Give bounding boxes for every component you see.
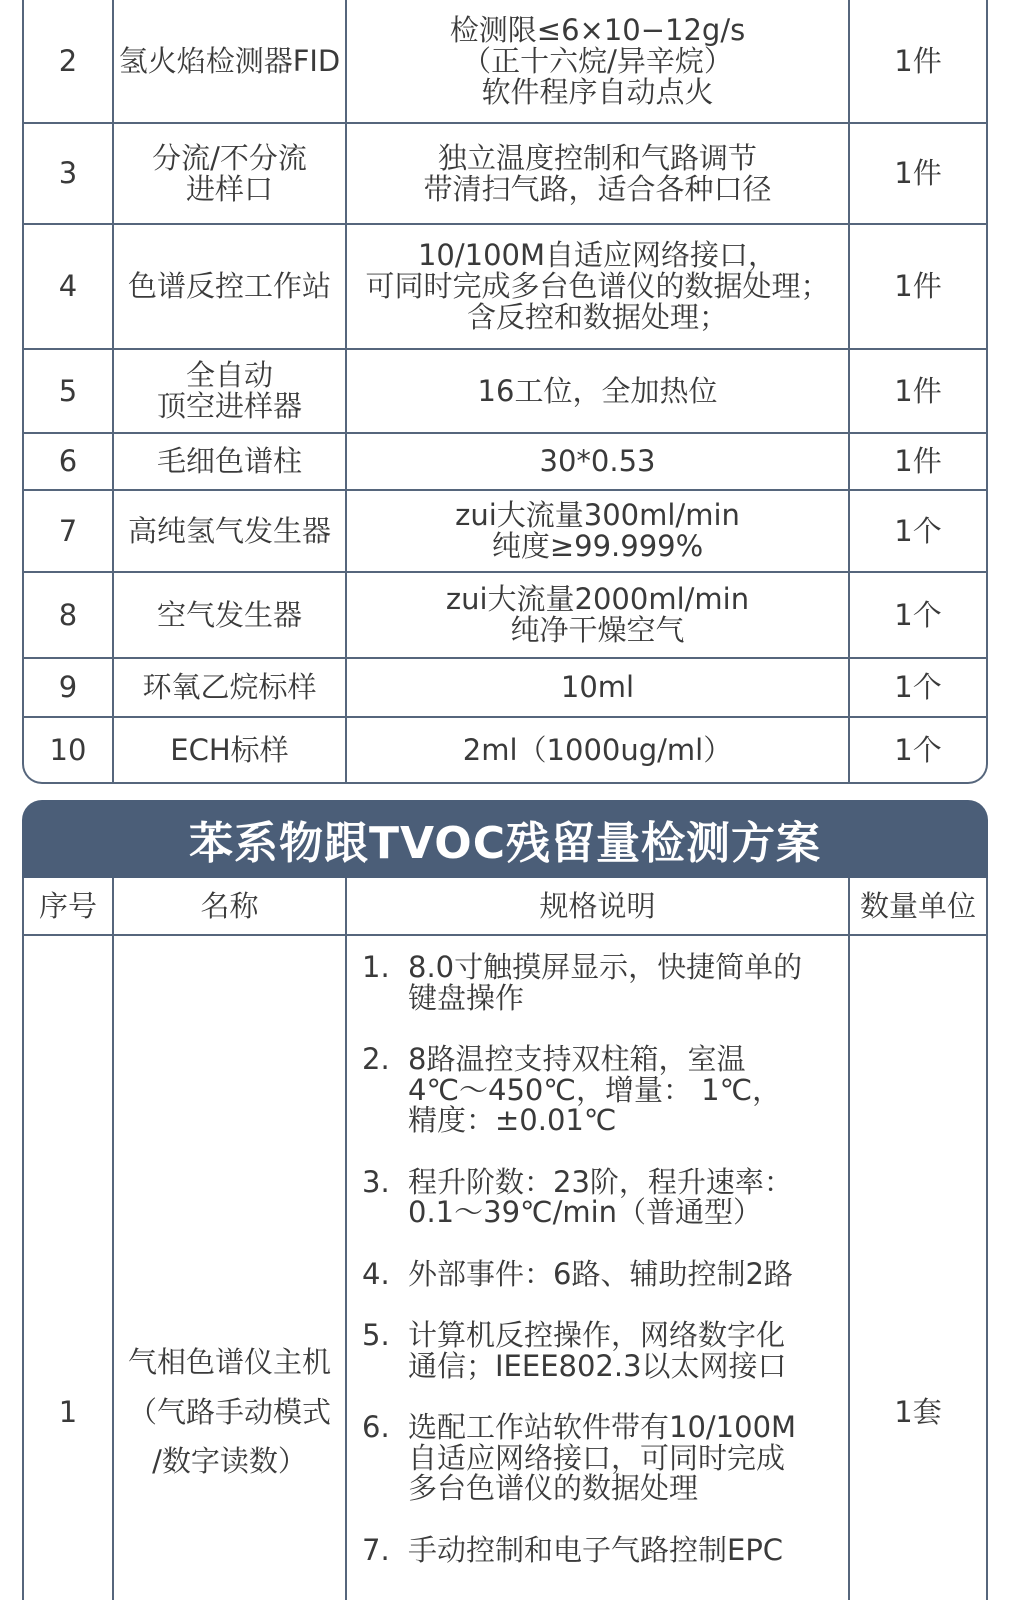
item-quantity: 1件 bbox=[894, 269, 942, 303]
item-spec-line: 纯净干燥空气 bbox=[510, 613, 685, 647]
item-number-cell bbox=[24, 350, 114, 432]
spec-list-text bbox=[408, 1256, 793, 1291]
spec-list-item bbox=[362, 952, 848, 1013]
item-name-cell bbox=[114, 350, 347, 432]
item-spec-line: 可同时完成多台色谱仪的数据处理； bbox=[365, 269, 830, 303]
table-row bbox=[24, 124, 986, 225]
item-quantity-cell bbox=[850, 659, 986, 716]
item-spec-cell bbox=[347, 659, 850, 716]
spec-line: 8路温控支持双柱箱，室温 bbox=[408, 1042, 746, 1076]
item-number-cell bbox=[24, 936, 114, 1600]
spec-list-marker: 4. bbox=[362, 1256, 390, 1291]
item-number: 9 bbox=[58, 670, 78, 704]
item-quantity-cell bbox=[850, 936, 986, 1600]
item-spec-line: 带清扫气路，适合各种口径 bbox=[423, 171, 772, 206]
item-name-cell bbox=[114, 0, 347, 122]
item-spec-line: 2ml（1000ug/ml） bbox=[462, 732, 733, 767]
item-name-line: 氢火焰检测器FID bbox=[118, 43, 341, 78]
table-row bbox=[24, 491, 986, 573]
spec-line: 程升阶数：23阶，程升速率： bbox=[408, 1164, 793, 1199]
item-quantity: 1件 bbox=[894, 373, 942, 408]
spec-list-item bbox=[362, 1256, 848, 1291]
spec-line: 精度：±0.01℃ bbox=[408, 1103, 617, 1137]
item-quantity: 1个 bbox=[894, 513, 942, 548]
spec-list-marker: 6. bbox=[362, 1410, 390, 1444]
item-quantity: 1个 bbox=[894, 670, 942, 704]
item-number-cell bbox=[24, 124, 114, 223]
spec-list-text bbox=[408, 1412, 796, 1504]
spec-line: 键盘操作 bbox=[408, 980, 525, 1015]
item-spec-line: 软件程序自动点火 bbox=[481, 74, 714, 109]
item-spec-line: （正十六烷/异辛烷） bbox=[462, 43, 733, 78]
spec-list-marker: 3. bbox=[362, 1164, 390, 1199]
column-header-spec bbox=[347, 878, 850, 934]
table-row bbox=[24, 225, 986, 350]
table-header-row bbox=[24, 878, 986, 936]
item-quantity: 1件 bbox=[894, 156, 942, 190]
item-spec-line: 30*0.53 bbox=[539, 444, 656, 478]
item-spec-line: 16工位，全加热位 bbox=[477, 373, 718, 408]
column-header-label: 名称 bbox=[200, 888, 259, 923]
equipment-table bbox=[22, 0, 988, 784]
item-name-cell bbox=[114, 124, 347, 223]
item-name-line: （气路手动模式 bbox=[127, 1394, 331, 1429]
spec-line: 手动控制和电子气路控制EPC bbox=[408, 1532, 784, 1567]
item-number: 3 bbox=[58, 156, 78, 190]
item-spec-cell bbox=[347, 124, 850, 223]
item-name-line: 色谱反控工作站 bbox=[127, 269, 331, 303]
item-number-cell bbox=[24, 434, 114, 489]
item-quantity-cell bbox=[850, 225, 986, 348]
item-quantity-cell bbox=[850, 124, 986, 223]
spec-line: 选配工作站软件带有10/100M bbox=[408, 1410, 797, 1444]
spec-line: 0.1～39℃/min（普通型） bbox=[408, 1195, 763, 1229]
item-quantity-cell bbox=[850, 434, 986, 489]
item-spec-line: 含反控和数据处理； bbox=[466, 300, 728, 334]
table-row bbox=[24, 936, 986, 1600]
item-name-line: 顶空进样器 bbox=[156, 389, 302, 423]
column-header-name bbox=[114, 878, 347, 934]
item-spec-line: zui大流量300ml/min bbox=[455, 498, 740, 532]
item-number-cell bbox=[24, 573, 114, 657]
item-name-line: 分流/不分流 bbox=[152, 140, 307, 175]
spec-line: 4℃～450℃，增量： 1℃， bbox=[408, 1072, 782, 1107]
item-quantity-cell bbox=[850, 0, 986, 122]
spec-line: 通信；IEEE802.3以太网接口 bbox=[408, 1348, 787, 1383]
table-row bbox=[24, 434, 986, 491]
item-name-cell bbox=[114, 491, 347, 571]
spec-list-marker: 1. bbox=[362, 950, 390, 984]
column-header-label: 序号 bbox=[38, 888, 97, 923]
item-spec-cell bbox=[347, 225, 850, 348]
item-name-cell bbox=[114, 573, 347, 657]
item-number-cell bbox=[24, 0, 114, 122]
item-spec-line: 独立温度控制和气路调节 bbox=[437, 140, 757, 175]
section-title: 苯系物跟TVOC残留量检测方案 bbox=[189, 818, 821, 869]
item-quantity-cell bbox=[850, 491, 986, 571]
item-number: 10 bbox=[49, 732, 87, 767]
spec-list-item bbox=[362, 1320, 848, 1381]
item-name-cell bbox=[114, 225, 347, 348]
spec-list-marker: 5. bbox=[362, 1318, 390, 1352]
item-spec-cell bbox=[347, 936, 850, 1600]
spec-list-item bbox=[362, 1412, 848, 1504]
item-spec-cell bbox=[347, 491, 850, 571]
item-number-cell bbox=[24, 225, 114, 348]
spec-list-text bbox=[408, 1164, 793, 1229]
column-header-label: 数量单位 bbox=[859, 888, 976, 923]
benzene-tvoc-table bbox=[22, 878, 988, 1600]
item-name-line: 环氧乙烷标样 bbox=[142, 670, 317, 704]
item-quantity: 1个 bbox=[894, 732, 942, 767]
spec-list-item bbox=[362, 1044, 848, 1136]
spec-line: 多台色谱仪的数据处理 bbox=[408, 1471, 699, 1505]
spec-list-marker: 2. bbox=[362, 1042, 390, 1076]
item-number: 4 bbox=[58, 269, 78, 303]
item-name-cell bbox=[114, 718, 347, 782]
spec-list-item bbox=[362, 1532, 848, 1567]
item-number: 6 bbox=[58, 444, 78, 478]
item-name-line: /数字读数） bbox=[152, 1444, 307, 1478]
table-row bbox=[24, 718, 986, 782]
item-number: 5 bbox=[58, 373, 78, 408]
spec-list-text bbox=[408, 1044, 781, 1136]
table-row bbox=[24, 0, 986, 124]
item-name-line: ECH标样 bbox=[170, 732, 289, 767]
item-quantity-cell bbox=[850, 350, 986, 432]
item-name-cell bbox=[114, 434, 347, 489]
item-quantity: 1件 bbox=[894, 444, 942, 478]
spec-list-marker: 7. bbox=[362, 1532, 390, 1567]
table-row bbox=[24, 350, 986, 434]
item-number: 8 bbox=[58, 597, 78, 632]
spec-line: 自适应网络接口，可同时完成 bbox=[408, 1440, 786, 1475]
item-number: 2 bbox=[58, 43, 78, 78]
spec-list-item bbox=[362, 1164, 848, 1229]
item-spec-cell bbox=[347, 350, 850, 432]
item-spec-line: 检测限≤6×10−12g/s bbox=[449, 12, 746, 47]
item-number: 1 bbox=[58, 1395, 78, 1429]
item-name-cell bbox=[114, 936, 347, 1600]
table-row bbox=[24, 573, 986, 659]
item-spec-line: 10ml bbox=[560, 670, 635, 704]
table-row bbox=[24, 659, 986, 718]
spec-list-text bbox=[408, 952, 802, 1013]
item-spec-cell bbox=[347, 434, 850, 489]
item-spec-cell bbox=[347, 718, 850, 782]
item-spec-line: 纯度≥99.999% bbox=[491, 529, 704, 563]
item-number: 7 bbox=[58, 513, 78, 548]
column-header-quantity bbox=[850, 878, 986, 934]
item-number-cell bbox=[24, 659, 114, 716]
item-name-line: 进样口 bbox=[185, 171, 273, 206]
item-spec-line: 10/100M自适应网络接口， bbox=[417, 238, 778, 272]
item-number-cell bbox=[24, 491, 114, 571]
section-header-bar bbox=[22, 800, 988, 878]
spec-line: 外部事件：6路、辅助控制2路 bbox=[408, 1256, 793, 1291]
spec-list-text bbox=[408, 1532, 784, 1567]
spec-line: 计算机反控操作，网络数字化 bbox=[408, 1318, 786, 1352]
item-name-line: 全自动 bbox=[185, 358, 273, 392]
item-quantity: 1件 bbox=[894, 43, 942, 78]
column-header-number bbox=[24, 878, 114, 934]
item-spec-line: zui大流量2000ml/min bbox=[445, 582, 750, 616]
item-spec-cell bbox=[347, 573, 850, 657]
column-header-label: 规格说明 bbox=[539, 888, 656, 923]
item-number-cell bbox=[24, 718, 114, 782]
item-name-line: 毛细色谱柱 bbox=[156, 444, 302, 478]
item-quantity: 1个 bbox=[894, 597, 942, 632]
item-name-line: 气相色谱仪主机 bbox=[127, 1345, 331, 1379]
item-quantity-cell bbox=[850, 718, 986, 782]
item-name-line: 空气发生器 bbox=[156, 597, 302, 632]
item-quantity-cell bbox=[850, 573, 986, 657]
item-name-cell bbox=[114, 659, 347, 716]
item-name-line: 高纯氢气发生器 bbox=[127, 513, 331, 548]
item-quantity: 1套 bbox=[894, 1395, 942, 1429]
item-spec-cell bbox=[347, 0, 850, 122]
spec-list-text bbox=[408, 1320, 787, 1381]
spec-line: 8.0寸触摸屏显示，快捷简单的 bbox=[408, 950, 803, 984]
